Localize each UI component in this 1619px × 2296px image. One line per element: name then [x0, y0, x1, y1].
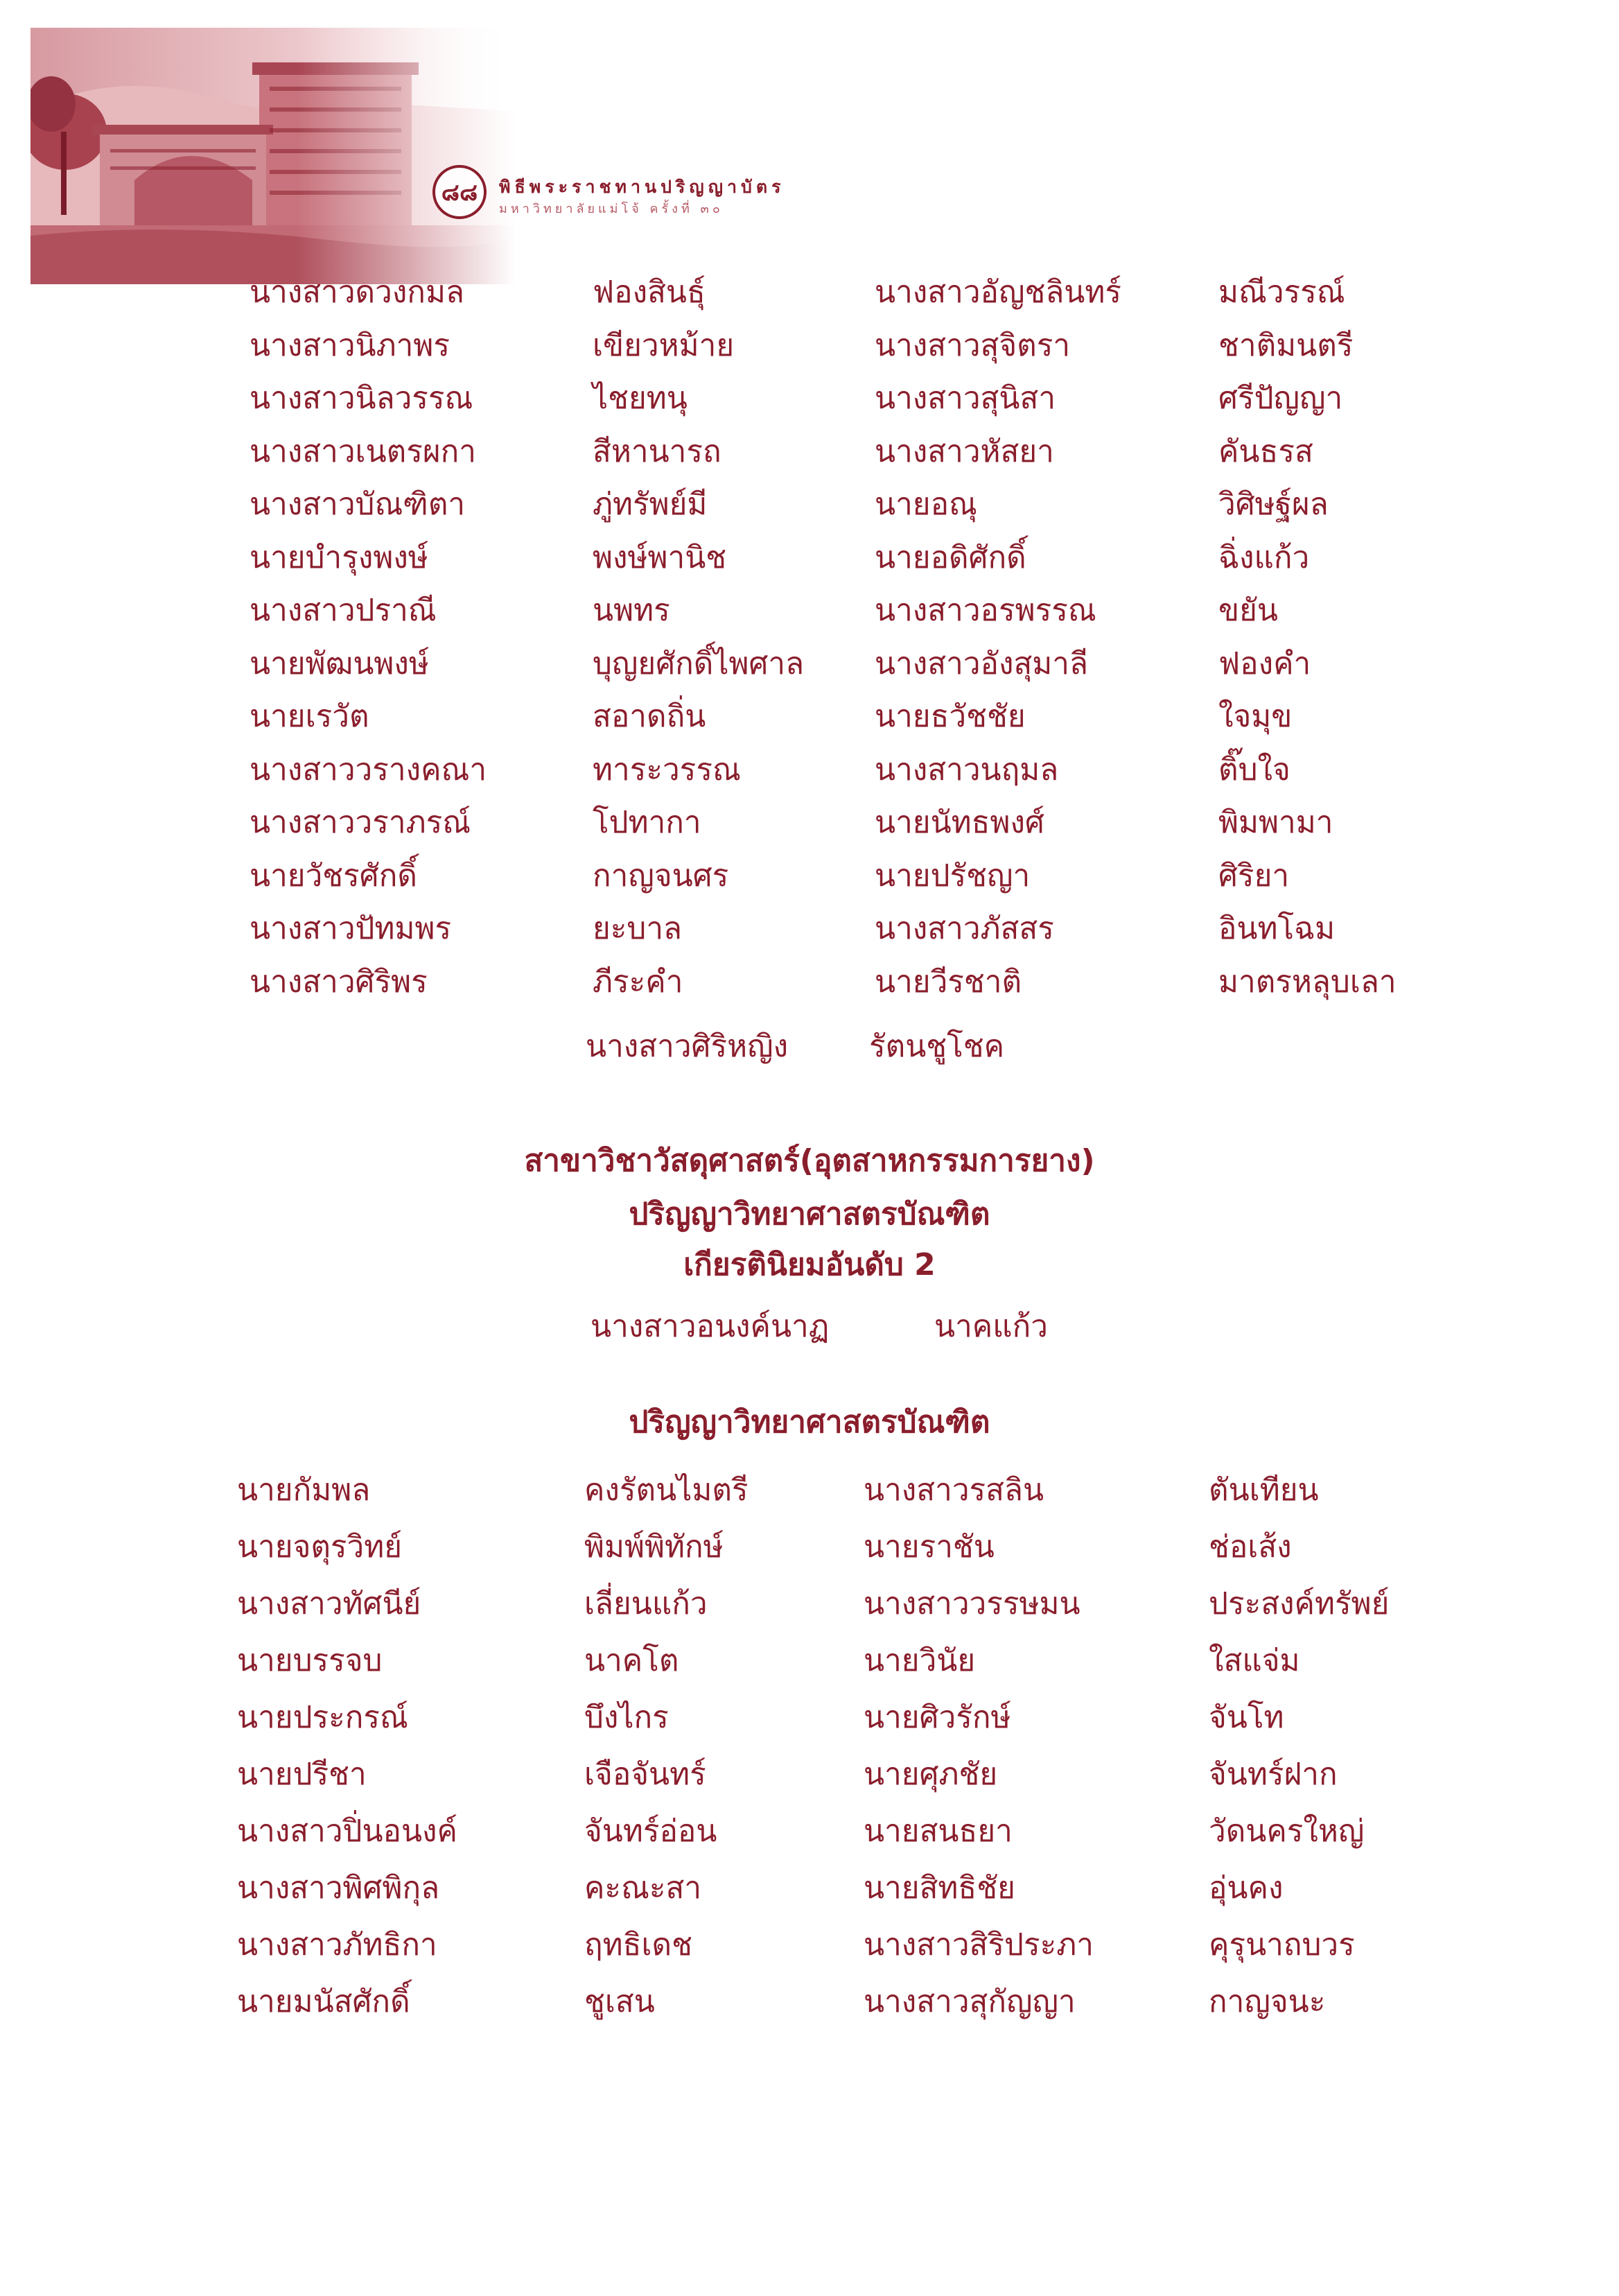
surname-r4-c3: วิศิษฐ์ผล: [1218, 487, 1329, 522]
given-name-r9-c2: นางสาวนฤมล: [875, 751, 1059, 788]
degree-heading: ปริญญาวิทยาศาสตรบัณฑิต: [629, 1197, 990, 1232]
given-name-r10-c0: นางสาววราภรณ์: [250, 805, 471, 840]
given-name-r4-c2: นายศิวรักษ์: [864, 1700, 1011, 1735]
extra-surname: รัตนชูโชค: [869, 1029, 1005, 1064]
surname-r1-c1: พิมพ์พิทักษ์: [584, 1529, 724, 1565]
given-name-r1-c0: นายจตุรวิทย์: [237, 1529, 403, 1565]
surname-r5-c1: เจือจันทร์: [584, 1757, 706, 1792]
honor-given-name: นางสาวอนงค์นาฏ: [590, 1309, 830, 1344]
surname-r2-c3: ประสงค์ทรัพย์: [1209, 1586, 1390, 1621]
given-name-r0-c2: นางสาวรสลิน: [864, 1472, 1044, 1508]
given-name-r7-c0: นายพัฒนพงษ์: [250, 645, 429, 681]
surname-r5-c3: ฉิ่งแก้ว: [1218, 539, 1310, 575]
given-name-r0-c2: นางสาวอัญชลินทร์: [875, 275, 1121, 310]
given-name-r3-c2: นางสาวหัสยา: [875, 433, 1054, 469]
honor-surname: นาคแก้ว: [934, 1309, 1048, 1344]
surname-r11-c3: ศิริยา: [1218, 858, 1290, 894]
given-name-r2-c0: นางสาวทัศนีย์: [237, 1586, 421, 1621]
surname-r9-c1: ทาระวรรณ: [593, 751, 741, 788]
surname-r6-c1: จันทร์อ่อน: [584, 1814, 717, 1849]
ceremony-banner: [30, 28, 785, 284]
surname-r13-c3: มาตรหลุบเลา: [1218, 964, 1397, 1000]
surname-r0-c1: คงรัตนไมตรี: [584, 1472, 749, 1508]
surname-r3-c3: คันธรส: [1218, 433, 1313, 469]
program-heading: สาขาวิชาวัสดุศาสตร์(อุตสาหกรรมการยาง): [524, 1143, 1095, 1179]
surname-r2-c3: ศรีปัญญา: [1218, 381, 1343, 416]
given-name-r5-c2: นายอดิศักดิ์: [875, 539, 1026, 575]
given-name-r1-c0: นางสาวนิภาพร: [250, 327, 450, 363]
given-name-r5-c2: นายศุภชัย: [864, 1757, 998, 1792]
given-name-r7-c2: นางสาวอังสุมาลี: [875, 645, 1088, 681]
campus-building-illustration: [30, 28, 516, 284]
surname-r1-c3: ช่อเส้ง: [1209, 1529, 1292, 1565]
given-name-r6-c0: นางสาวปราณี: [250, 593, 437, 628]
surname-r4-c1: บึงไกร: [584, 1700, 669, 1735]
given-name-r6-c0: นางสาวปิ่นอนงค์: [237, 1814, 457, 1849]
given-name-r1-c2: นายราชัน: [864, 1529, 995, 1565]
given-name-r7-c2: นายสิทธิชัย: [864, 1870, 1015, 1906]
given-name-r8-c0: นางสาวภัทธิกา: [237, 1927, 437, 1963]
surname-r10-c3: พิมพามา: [1218, 805, 1333, 840]
honors-heading: เกียรตินิยมอันดับ 2: [683, 1247, 936, 1282]
given-name-r6-c2: นางสาวอรพรรณ: [875, 593, 1096, 628]
given-name-r6-c2: นายสนธยา: [864, 1814, 1013, 1849]
given-name-r10-c2: นายนัทธพงศ์: [875, 805, 1044, 840]
given-name-r13-c0: นางสาวศิริพร: [250, 964, 428, 1000]
surname-r3-c1: สีหานารถ: [593, 433, 721, 469]
given-name-r9-c2: นางสาวสุกัญญา: [864, 1984, 1076, 2019]
given-name-r8-c2: นายธวัชชัย: [875, 699, 1026, 734]
degree-heading-2: ปริญญาวิทยาศาสตรบัณฑิต: [629, 1404, 990, 1440]
surname-r4-c3: จันโท: [1209, 1700, 1284, 1735]
surname-r0-c1: ฟองสินธุ์: [593, 275, 706, 310]
given-name-r9-c0: นางสาววรางคณา: [250, 751, 487, 788]
surname-r6-c3: ขยัน: [1218, 593, 1278, 628]
surname-r0-c3: มณีวรรณ์: [1218, 275, 1345, 310]
surname-r7-c3: ฟองคำ: [1218, 645, 1311, 681]
given-name-r8-c2: นางสาวสิริประภา: [864, 1927, 1094, 1963]
surname-r3-c3: ใสแจ่ม: [1209, 1643, 1300, 1678]
given-name-r5-c0: นายปรีชา: [237, 1757, 367, 1792]
surname-r12-c1: ยะบาล: [593, 911, 683, 946]
surname-r11-c1: กาญจนศร: [593, 858, 729, 894]
surname-r1-c3: ชาติมนตรี: [1218, 327, 1354, 363]
given-name-r4-c2: นายอณุ: [875, 487, 977, 522]
surname-r2-c1: ไชยทนุ: [593, 381, 688, 416]
university-line: มหาวิทยาลัยแม่โจ้ ครั้งที่ ๓๐: [499, 202, 724, 216]
given-name-r3-c2: นายวินัย: [864, 1643, 976, 1678]
extra-given-name: นางสาวศิริหญิง: [586, 1029, 789, 1064]
given-name-r8-c0: นายเรวัต: [250, 699, 369, 734]
given-name-r0-c0: นายกัมพล: [237, 1472, 371, 1508]
surname-r13-c1: ภีระคำ: [593, 964, 683, 1000]
emblem-badge: [432, 165, 487, 219]
surname-r8-c1: ฤทธิเดช: [584, 1927, 692, 1963]
surname-r10-c1: โปทากา: [593, 805, 701, 840]
surname-r8-c1: สอาดถิ่น: [593, 699, 706, 734]
given-name-r1-c2: นางสาวสุจิตรา: [875, 327, 1071, 363]
surname-r1-c1: เขียวหม้าย: [593, 327, 735, 363]
ceremony-title: พิธีพระราชทานปริญญาบัตร: [499, 177, 785, 197]
emblem-number: ๘๘: [441, 179, 478, 207]
surname-r12-c3: อินทโฉม: [1218, 911, 1336, 946]
surname-r9-c3: กาญจนะ: [1209, 1984, 1326, 2019]
given-name-r12-c0: นางสาวปัทมพร: [250, 911, 452, 946]
given-name-r4-c0: นายประกรณ์: [237, 1700, 408, 1735]
given-name-r3-c0: นางสาวเนตรผกา: [250, 433, 476, 469]
given-name-r5-c0: นายบำรุงพงษ์: [250, 539, 428, 575]
given-name-r9-c0: นายมนัสศักดิ์: [237, 1984, 410, 2019]
given-name-r2-c2: นางสาววรรษมน: [864, 1586, 1080, 1621]
given-name-r4-c0: นางสาวบัณฑิตา: [250, 487, 466, 522]
given-name-r11-c0: นายวัชรศักดิ์: [250, 858, 417, 894]
surname-r9-c3: ติ๊บใจ: [1218, 751, 1290, 788]
surname-r6-c3: วัดนครใหญ่: [1209, 1814, 1365, 1849]
given-name-r7-c0: นางสาวพิศพิกุล: [237, 1870, 440, 1906]
surname-r4-c1: ภู่ทรัพย์มี: [593, 487, 708, 522]
surname-r0-c3: ตันเทียน: [1209, 1472, 1319, 1508]
surname-r7-c3: อุ่นคง: [1209, 1870, 1284, 1906]
surname-r8-c3: ใจมุข: [1218, 699, 1293, 734]
given-name-r2-c0: นางสาวนิลวรรณ: [250, 381, 473, 416]
surname-r6-c1: นพทร: [593, 593, 670, 628]
given-name-r11-c2: นายปรัชญา: [875, 858, 1031, 894]
surname-r7-c1: คะณะสา: [584, 1870, 702, 1906]
surname-r8-c3: คุรุนาถบวร: [1209, 1927, 1355, 1963]
surname-r5-c3: จันทร์ฝาก: [1209, 1757, 1338, 1792]
given-name-r2-c2: นางสาวสุนิสา: [875, 381, 1056, 416]
surname-r5-c1: พงษ์พานิช: [593, 539, 727, 575]
surname-r2-c1: เลี่ยนแก้ว: [584, 1586, 708, 1621]
given-name-r13-c2: นายวีรชาติ: [875, 964, 1022, 1000]
surname-r7-c1: บุญยศักดิ์ไพศาล: [593, 645, 805, 681]
given-name-r3-c0: นายบรรจบ: [237, 1643, 383, 1678]
given-name-r12-c2: นางสาวภัสสร: [875, 911, 1054, 946]
surname-r9-c1: ชูเสน: [584, 1984, 655, 2019]
given-name-r0-c0: นางสาวดวงกมล: [250, 275, 464, 310]
surname-r3-c1: นาคโต: [584, 1643, 679, 1678]
